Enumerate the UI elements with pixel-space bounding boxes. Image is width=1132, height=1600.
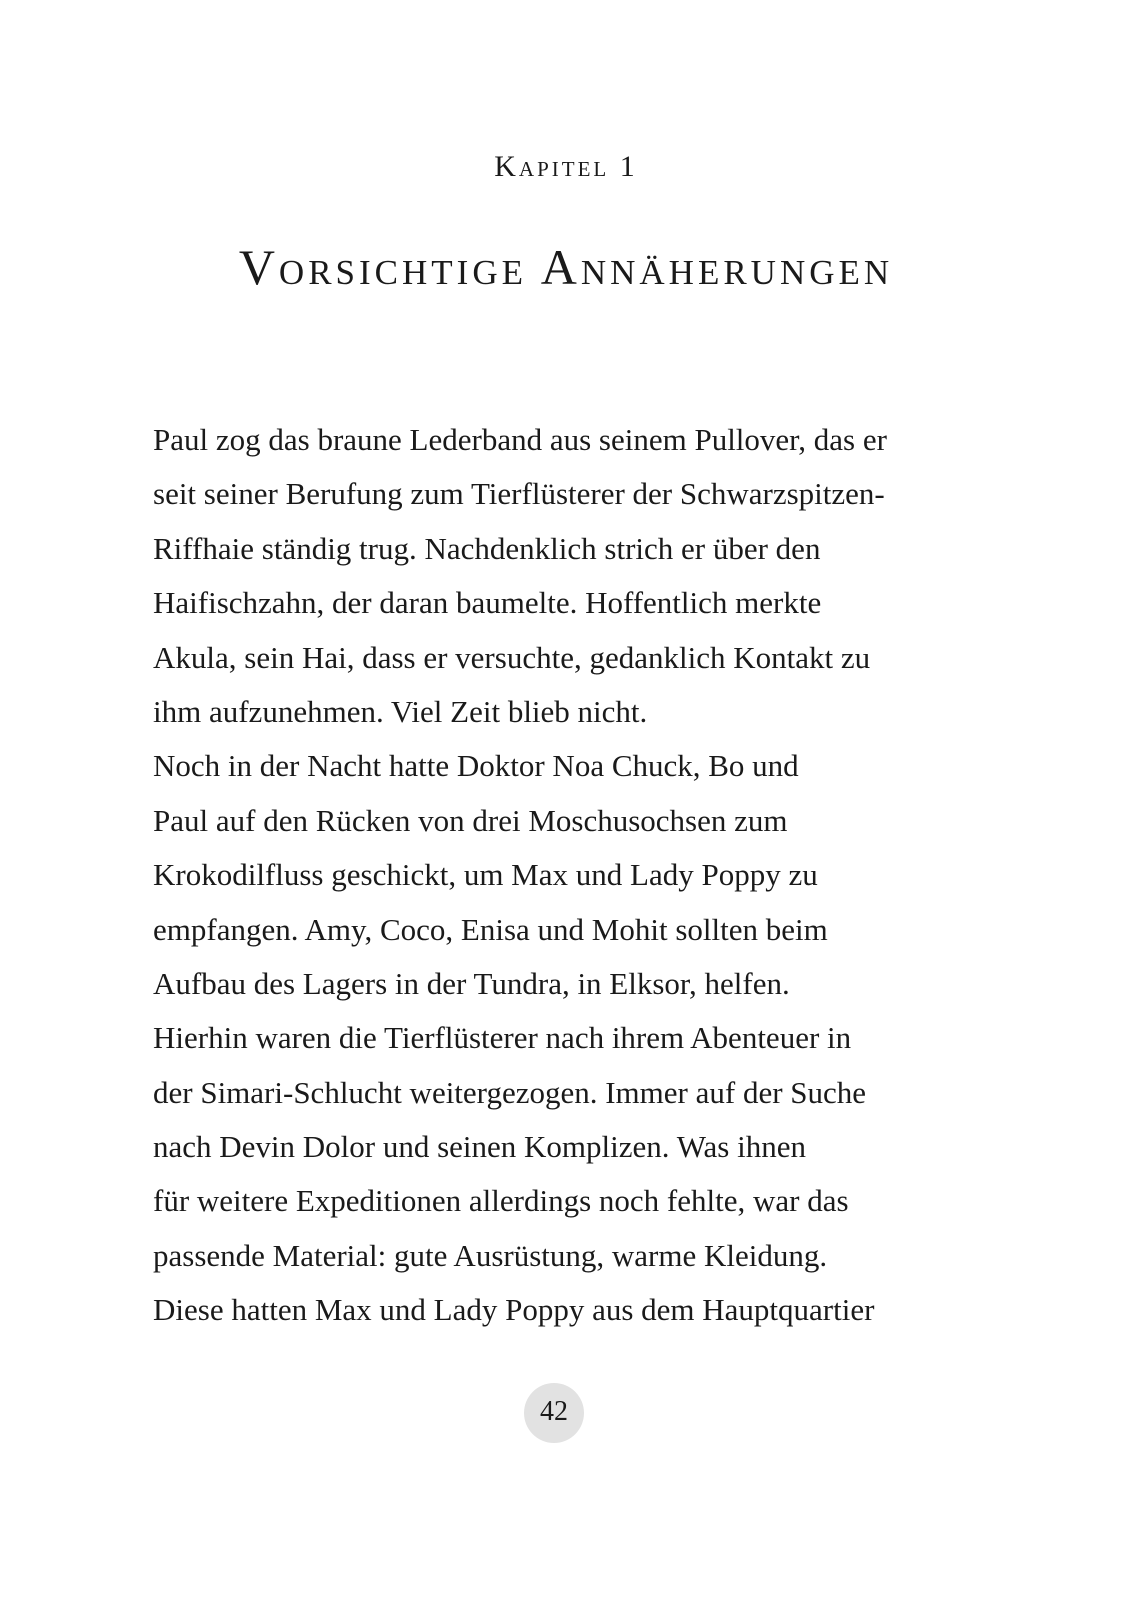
text-line: Hierhin waren die Tierflüsterer nach ihrem Abenteuer in <box>153 1020 852 1056</box>
text-line: Paul auf den Rücken von drei Moschusochsen zum <box>153 802 788 838</box>
text-line: Paul zog das braune Lederband aus seinem Pullover, das er <box>153 422 887 457</box>
text-line: für weitere Expeditionen allerdings noch fehlte, war das <box>153 1183 849 1219</box>
text-line: passende Material: gute Ausrüstung, warme Kleidung. <box>153 1237 828 1273</box>
page-number: 42 <box>524 1383 584 1443</box>
chapter-title: Vorsichtige Annäherungen <box>238 239 894 295</box>
text-line: Haifischzahn, der daran baumelte. Hoffentlich merkte <box>153 585 822 621</box>
chapter-label: Kapitel 1 <box>494 150 638 183</box>
text-line: Aufbau des Lagers in der Tundra, in Elksor, helfen. <box>153 965 790 1001</box>
text-line: Riffhaie ständig trug. Nachdenklich strich er über den <box>153 530 821 566</box>
text-line: nach Devin Dolor und seinen Komplizen. Was ihnen <box>153 1129 806 1165</box>
body-text <box>153 413 973 1338</box>
text-line: seit seiner Berufung zum Tierflüsterer der Schwarzspitzen- <box>153 476 885 512</box>
text-line: Krokodilfluss geschickt, um Max und Lady Poppy zu <box>153 857 818 893</box>
text-line: empfangen. Amy, Coco, Enisa und Mohit sollten beim <box>153 911 828 947</box>
text-line: Diese hatten Max und Lady Poppy aus dem Hauptquartier <box>153 1292 875 1328</box>
text-line: Akula, sein Hai, dass er versuchte, gedanklich Kontakt zu <box>153 639 871 675</box>
text-line: ihm aufzunehmen. Viel Zeit blieb nicht. <box>153 693 648 729</box>
text-line: Noch in der Nacht hatte Doktor Noa Chuck, Bo und <box>153 748 799 784</box>
text-line: der Simari-Schlucht weitergezogen. Immer auf der Suche <box>153 1074 867 1110</box>
